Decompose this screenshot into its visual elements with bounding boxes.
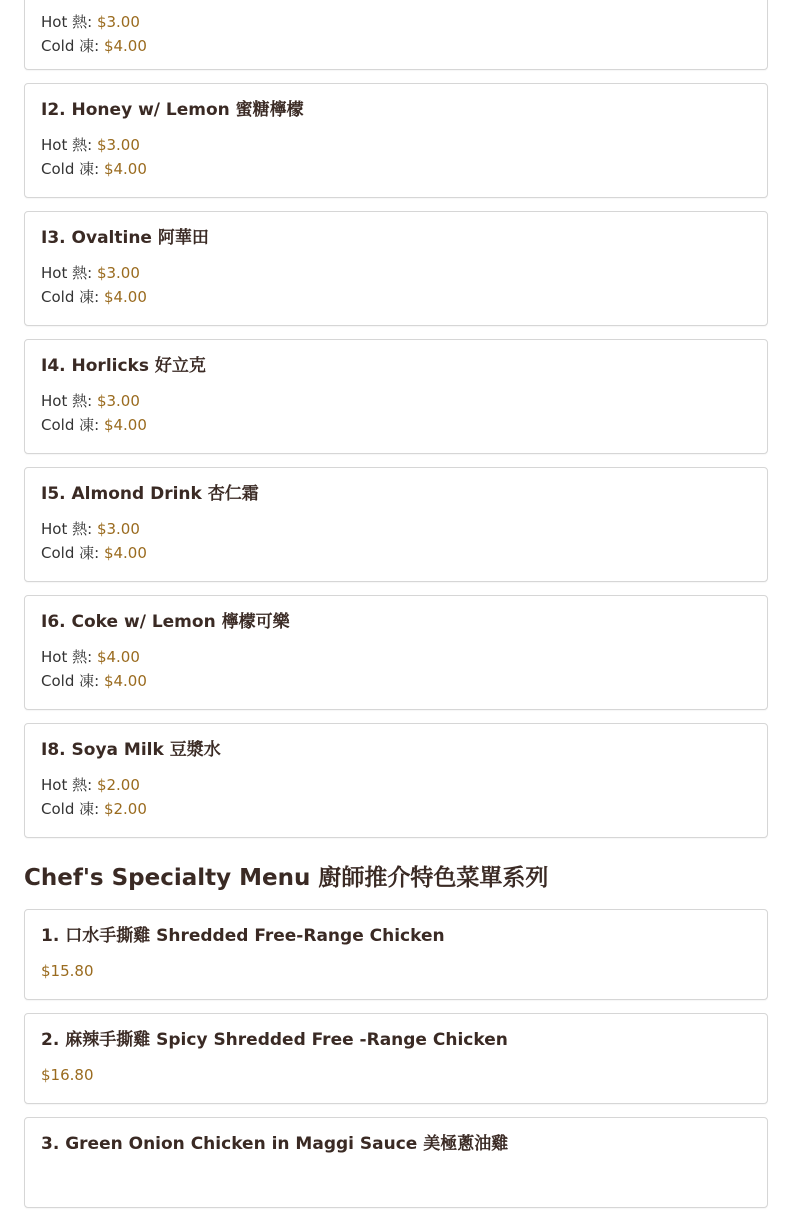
hot-price-line: Hot 熱: $4.00 [41, 648, 140, 666]
menu-item-card[interactable] [24, 1013, 768, 1104]
menu-item-card[interactable] [24, 211, 768, 326]
cold-label: Cold 凍 [41, 544, 95, 562]
menu-item-card[interactable] [24, 723, 768, 838]
menu-item-card[interactable] [24, 0, 768, 70]
item-title: I2. Honey w/ Lemon 蜜糖檸檬 [41, 100, 304, 120]
menu-item-card[interactable] [24, 83, 768, 198]
cold-price-line: Cold 凍: $4.00 [41, 672, 147, 690]
cold-price: $4.00 [103, 288, 147, 306]
hot-price: $3.00 [96, 520, 140, 538]
hot-label: Hot 熱 [41, 776, 88, 794]
hot-price: $2.00 [96, 776, 140, 794]
cold-label: Cold 凍 [41, 37, 95, 55]
item-title: 1. 口水手撕雞 Shredded Free-Range Chicken [41, 926, 445, 946]
menu-item-card[interactable] [24, 467, 768, 582]
item-title: I8. Soya Milk 豆漿水 [41, 740, 221, 760]
menu-item-card[interactable] [24, 339, 768, 454]
hot-price: $3.00 [96, 136, 140, 154]
hot-label: Hot 熱 [41, 264, 88, 282]
hot-price: $3.00 [96, 264, 140, 282]
item-title: I5. Almond Drink 杏仁霜 [41, 484, 259, 504]
cold-price-line: Cold 凍: $4.00 [41, 37, 147, 55]
menu-item-card[interactable] [24, 595, 768, 710]
menu-item-card[interactable] [24, 909, 768, 1000]
hot-label: Hot 熱 [41, 648, 88, 666]
hot-price-line: Hot 熱: $3.00 [41, 136, 140, 154]
hot-price-line: Hot 熱: $3.00 [41, 520, 140, 538]
item-title: I3. Ovaltine 阿華田 [41, 228, 209, 248]
hot-price: $3.00 [96, 13, 140, 31]
item-title: 2. 麻辣手撕雞 Spicy Shredded Free -Range Chicken [41, 1030, 508, 1050]
cold-price-line: Cold 凍: $4.00 [41, 416, 147, 434]
item-price: $15.80 [41, 962, 94, 980]
cold-price: $4.00 [103, 37, 147, 55]
hot-label: Hot 熱 [41, 392, 88, 410]
cold-price: $4.00 [103, 416, 147, 434]
hot-price: $3.00 [96, 392, 140, 410]
menu-item-card[interactable] [24, 1117, 768, 1208]
cold-label: Cold 凍 [41, 672, 95, 690]
cold-price: $2.00 [103, 800, 147, 818]
hot-label: Hot 熱 [41, 13, 88, 31]
cold-price: $4.00 [103, 672, 147, 690]
cold-price-line: Cold 凍: $2.00 [41, 800, 147, 818]
item-price: $16.80 [41, 1066, 94, 1084]
menu-content [24, 0, 768, 1221]
item-title: I6. Coke w/ Lemon 檸檬可樂 [41, 612, 290, 632]
cold-label: Cold 凍 [41, 160, 95, 178]
cold-price-line: Cold 凍: $4.00 [41, 160, 147, 178]
cold-price-line: Cold 凍: $4.00 [41, 288, 147, 306]
section-title: Chef's Specialty Menu 廚師推介特色菜單系列 [24, 865, 549, 891]
cold-price: $4.00 [103, 544, 147, 562]
hot-price: $4.00 [96, 648, 140, 666]
item-title: 3. Green Onion Chicken in Maggi Sauce 美極蔥油雞 [41, 1134, 509, 1154]
hot-price-line: Hot 熱: $2.00 [41, 776, 140, 794]
hot-price-line: Hot 熱: $3.00 [41, 264, 140, 282]
hot-price-line: Hot 熱: $3.00 [41, 13, 140, 31]
cold-label: Cold 凍 [41, 800, 95, 818]
item-title: I4. Horlicks 好立克 [41, 356, 206, 376]
item-price-line [41, 959, 751, 983]
hot-label: Hot 熱 [41, 520, 88, 538]
cold-price-line: Cold 凍: $4.00 [41, 544, 147, 562]
cold-price: $4.00 [103, 160, 147, 178]
cold-label: Cold 凍 [41, 288, 95, 306]
item-price-line [41, 1063, 751, 1087]
hot-price-line: Hot 熱: $3.00 [41, 392, 140, 410]
hot-label: Hot 熱 [41, 136, 88, 154]
cold-label: Cold 凍 [41, 416, 95, 434]
